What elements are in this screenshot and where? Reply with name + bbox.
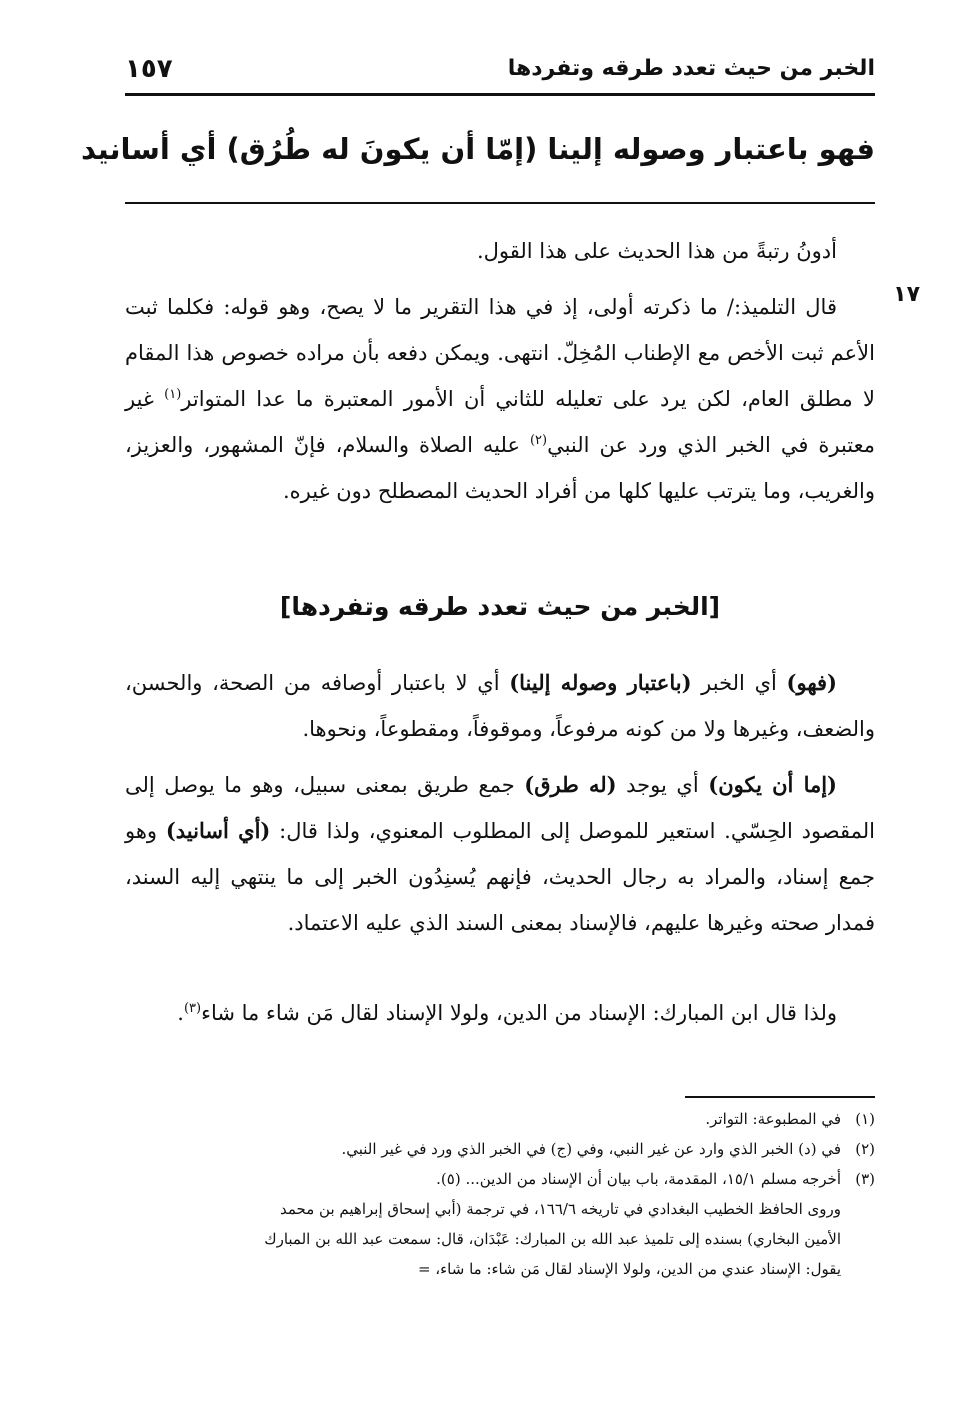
manuscript-folio-mark: ١٧ [893,282,920,307]
footnote-1 [100,1104,875,1134]
paragraph-4 [125,762,875,946]
paragraph-2-text [125,284,875,514]
quoted-matn-2: (باعتبار وصوله إلينا) [509,670,692,695]
paragraph-4-part-a: أي يوجد [616,773,709,797]
footnotes [100,1104,875,1284]
paragraph-2-part-a: قال التلميذ:/ ما ذكرته أولى، إذ في هذا التقرير ما لا يصح، وهو قوله: فكلما ثبت الأعم ثبت الأخص مع الإطناب المُخِلّ. انتهى. ويمكن دفعه بأن مراده خصوص هذا المقام لا مطلق العام، لكن يرد على تعليله للثاني أن الأمور المعتبرة ما عدا المتواتر [125,295,875,411]
paragraph-1 [125,228,875,274]
footnote-ref-3: (٣) [183,1001,202,1016]
paragraph-5-part-a: ولذا قال ابن المبارك: الإسناد من الدين، ولولا الإسناد لقال مَن شاء ما شاء [201,1001,837,1025]
page-number: ١٥٧ [125,54,173,84]
paragraph-3-part-a: أي الخبر [691,671,787,695]
quoted-matn-4: (له طرق) [524,772,617,797]
paragraph-5-text [125,990,875,1036]
page-header [125,52,875,92]
matn-rule [125,202,875,204]
footnote-text: في (د) الخبر الذي وارد عن غير النبي، وفي (ج) في الخبر الذي ورد في غير النبي. [341,1140,841,1158]
section-heading: [الخبر من حيث تعدد طرقه وتفردها] [279,592,721,621]
paragraph-5 [125,990,875,1036]
paragraph-3-text [125,660,875,752]
quoted-matn-3: (إما أن يكون) [708,772,837,797]
paragraph-4-text [125,762,875,946]
paragraph-3-part-b: أي لا باعتبار أوصافه من الصحة، والحسن، والضعف، وغيرها ولا من كونه مرفوعاً، وموقوفاً، ومقطوعاً، ونحوها. [125,671,875,741]
paragraph-5-end: . [177,1001,184,1025]
footnote-3 [100,1164,875,1194]
paragraph-1-text: أدونُ رتبةً من هذا الحديث على هذا القول. [476,239,837,263]
footnote-number: (١) [855,1110,875,1128]
footnote-rule [685,1096,875,1098]
header-rule [125,93,875,96]
footnote-3-line-3: الأمين البخاري) بسنده إلى تلميذ عبد الله بن المبارك: عَبْدَان، قال: سمعت عبد الله بن المبارك [264,1230,841,1248]
paragraph-2 [125,284,875,514]
paragraph-4-part-b: جمع طريق بمعنى سبيل، وهو ما يوصل إلى المقصود الحِسّي. استعير للموصل إلى المطلوب المعنوي، ولذا قال: [125,773,875,843]
footnote-text: في المطبوعة: التواتر. [705,1110,841,1128]
footnote-ref-1: (١) [164,387,182,402]
footnote-3-line-4: يقول: الإسناد عندي من الدين، ولولا الإسناد لقال مَن شاء: ما شاء، = [417,1260,841,1278]
footnote-2 [100,1134,875,1164]
paragraph-2-part-b: غير معتبرة في الخبر الذي ورد عن النبي [125,387,875,457]
paragraph-2-part-c: عليه الصلاة والسلام، فإنّ المشهور، والعزيز، والغريب، وما يترتب عليها كلها من أفراد الحديث المصطلح دون غيره. [125,433,875,503]
running-head: الخبر من حيث تعدد طرقه وتفردها [507,56,875,81]
footnote-text: أخرجه مسلم ١٥/١، المقدمة، باب بيان أن الإسناد من الدين... (٥). [436,1170,841,1188]
footnote-number: (٢) [855,1140,875,1158]
footnote-number: (٣) [855,1170,875,1188]
matn-text: فهو باعتبار وصوله إلينا (إمّا أن يكونَ له طُرُق) أي أسانيد [80,132,875,166]
paragraph-4-part-c: وهو جمع إسناد، والمراد به رجال الحديث، فإنهم يُسنِدُون الخبر إلى ما ينتهي إليه السند، فمدار صحته وغيرها عليهم، فالإسناد بمعنى السند الذي عليه الاعتماد. [125,819,875,935]
quoted-matn-5: (أي أسانيد) [165,818,271,843]
paragraph-3 [125,660,875,752]
quoted-matn-1: (فهو) [786,670,837,695]
footnote-ref-2: (٢) [529,433,548,448]
footnote-3-line-2: وروى الحافظ الخطيب البغدادي في تاريخه ١٦٦/٦، في ترجمة (أبي إسحاق إبراهيم بن محمد [280,1200,841,1218]
